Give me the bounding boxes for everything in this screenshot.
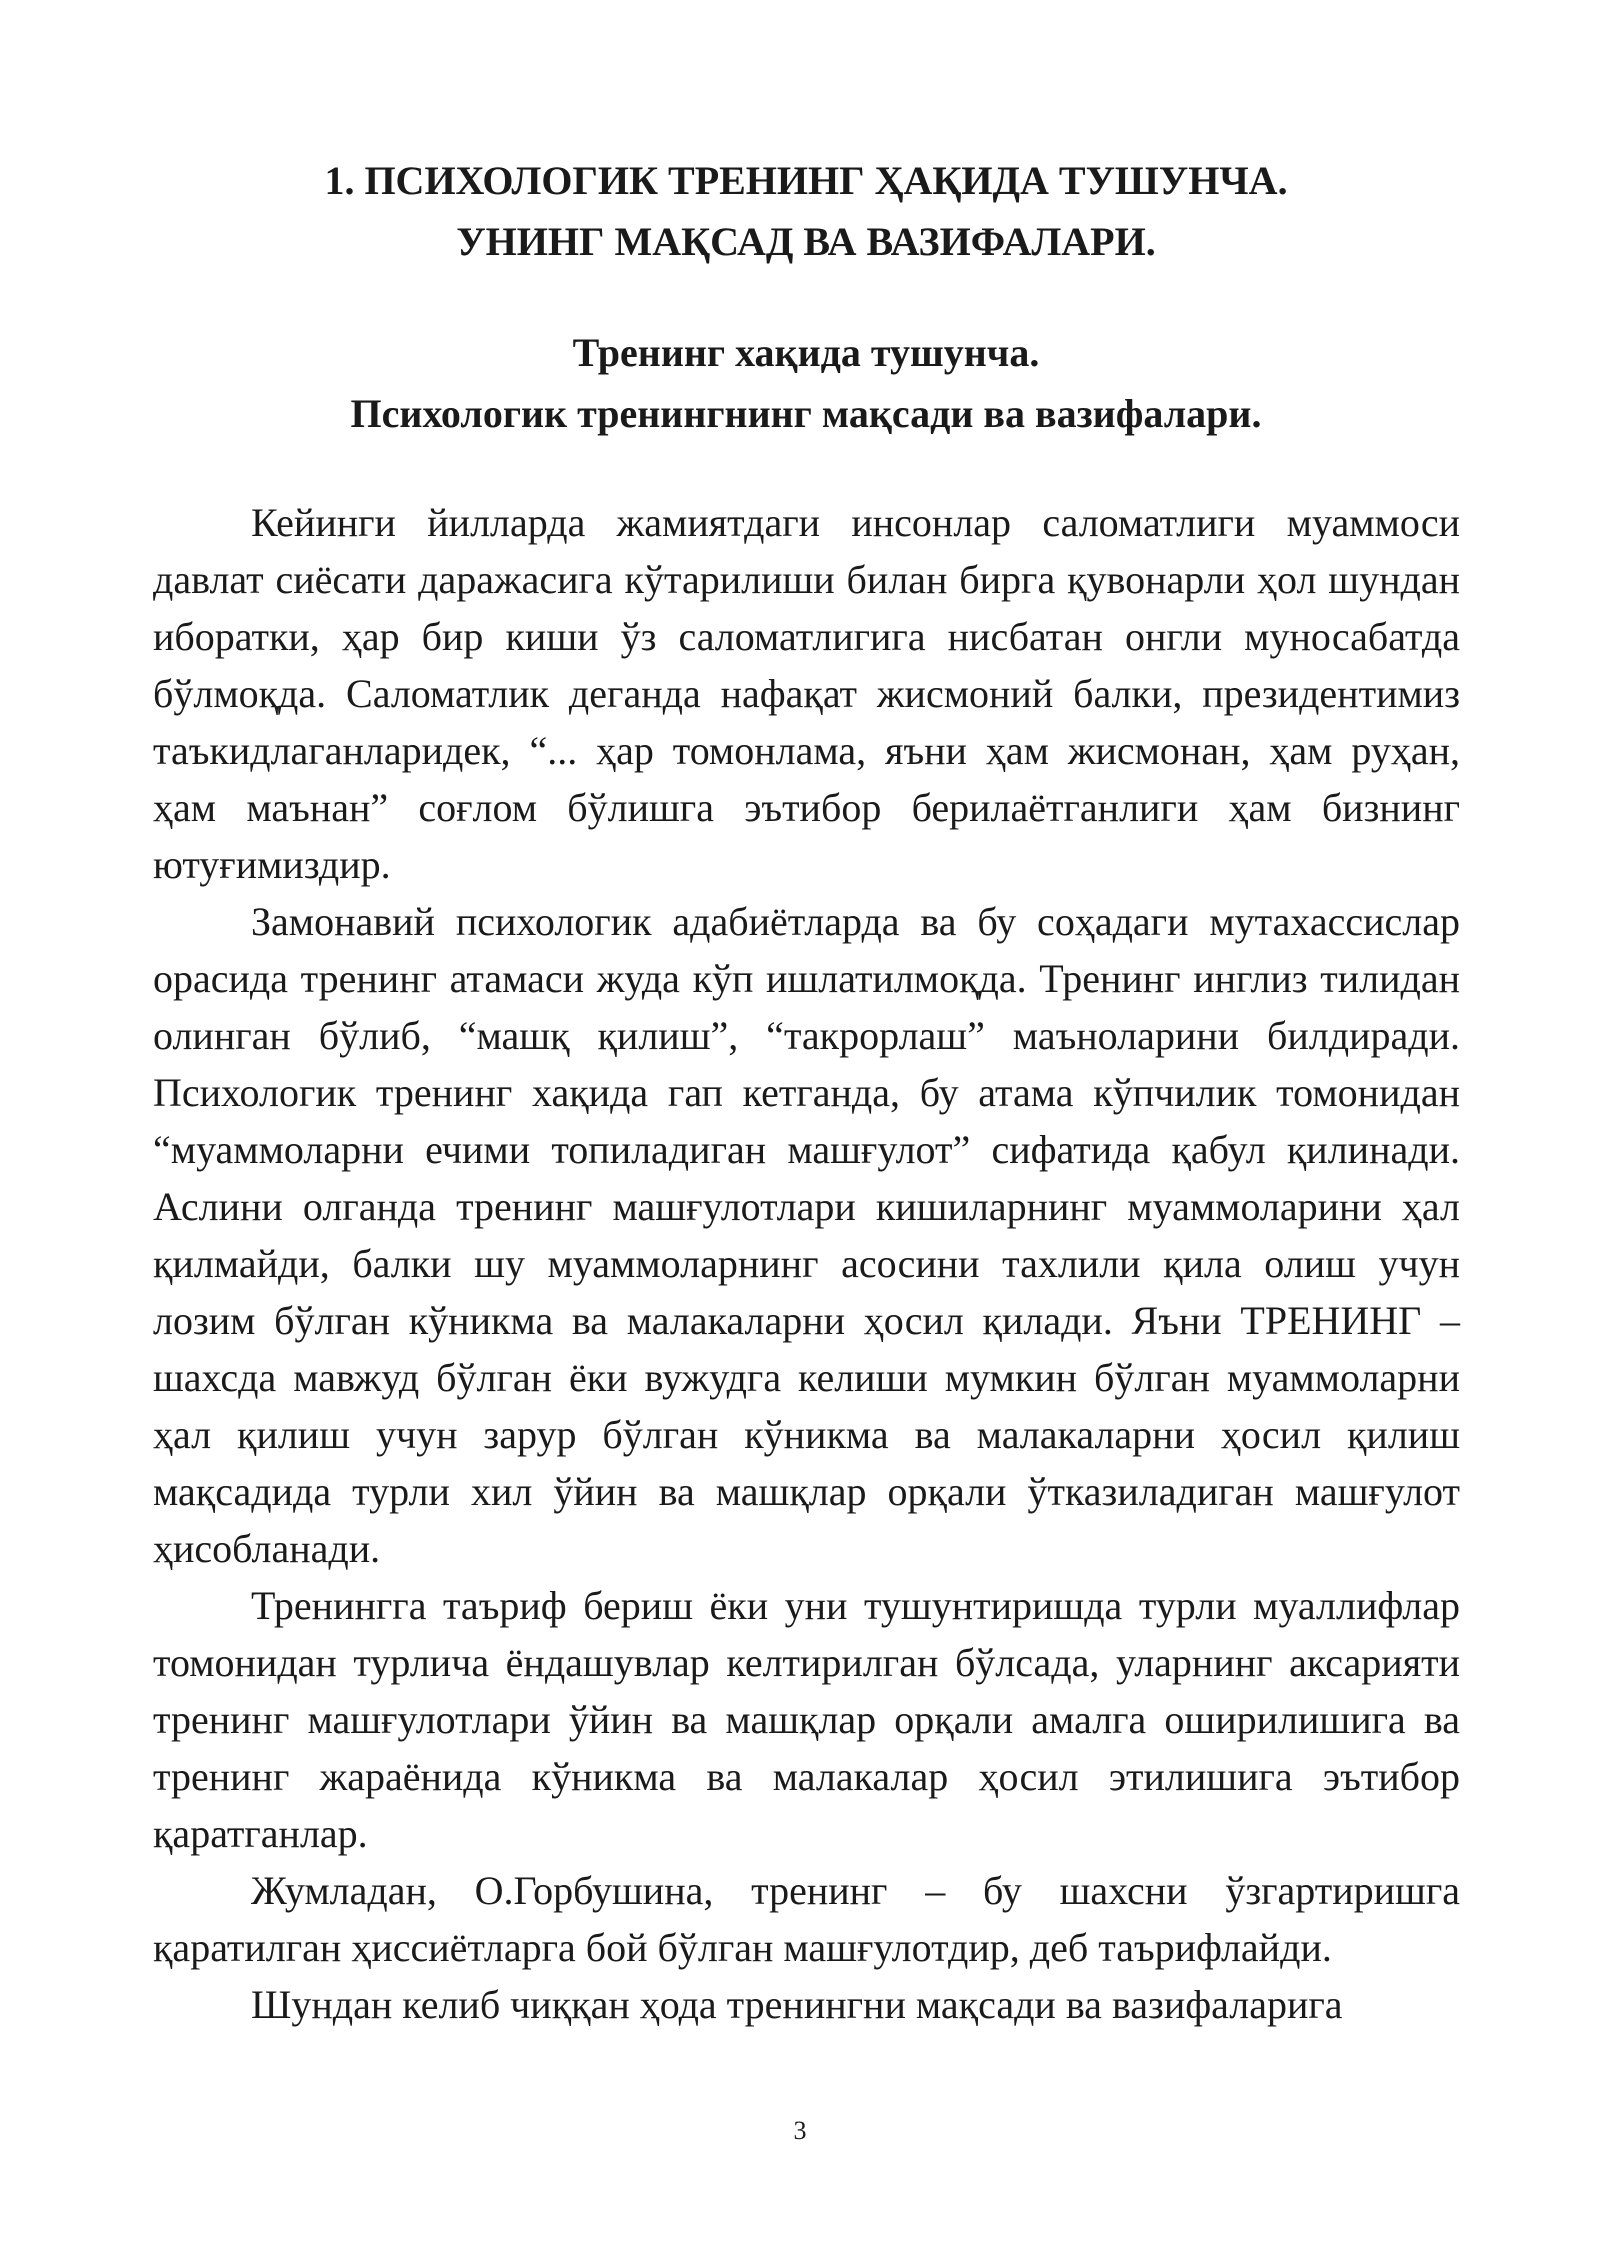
body-text: [153, 494, 1460, 2033]
paragraph-5: Шундан келиб чиққан ҳода тренингни мақсади ва вазифаларига: [251, 1982, 1343, 2027]
section-title: [152, 322, 1460, 444]
paragraph-2: Замонавий психологик адабиётларда ва бу соҳадаги мутахассислар орасида тренинг атамаси жуда кўп ишлатилмоқда. Тренинг инглиз тилидан олинган бўлиб, “машқ қилиш”, “такрорлаш” маъноларини билдиради. Психологик тренинг хақида гап кетганда, бу атама кўпчилик томонидан “муаммоларни ечими топиладиган машғулот” сифатида қабул қилинади. Аслини олганда тренинг машғулотлари кишиларнинг муаммоларини ҳал қилмайди, балки шу муаммоларнинг асосини тахлили қила олиш учун лозим бўлган кўникма ва малакаларни ҳосил қилади. Яъни ТРЕНИНГ – шахсда мавжуд бўлган ёки вужудга келиши мумкин бўлган муаммоларни ҳал қилиш учун зарур бўлган кўникма ва малакаларни ҳосил қилиш мақсадида турли хил ўйин ва машқлар орқали ўтказиладиган машғулот ҳисобланади.: [153, 899, 1460, 1571]
page-number: 3: [793, 2116, 807, 2145]
chapter-title-line-2: УНИНГ МАҚСАД ВА ВАЗИФАЛАРИ.: [456, 219, 1156, 264]
chapter-title: [152, 150, 1460, 272]
chapter-title-line-1: 1. ПСИХОЛОГИК ТРЕНИНГ ҲАҚИДА ТУШУНЧА.: [324, 158, 1288, 203]
paragraph-3: Тренингга таъриф бериш ёки уни тушунтиришда турли муаллифлар томонидан турлича ёндашувлар келтирилган бўлсада, уларнинг аксарияти тренинг машғулотлари ўйин ва машқлар орқали амалга оширилишига ва тренинг жараёнида кўникма ва малакалар ҳосил этилишига эътибор қаратганлар.: [153, 1583, 1460, 1856]
section-title-line-1: Тренинг хақида тушунча.: [572, 330, 1040, 375]
paragraph-4: Жумладан, О.Горбушина, тренинг – бу шахсни ўзгартиришга қаратилган ҳиссиётларга бой бўлган машғулотдир, деб таърифлайди.: [153, 1868, 1460, 1970]
section-title-line-2: Психологик тренингнинг мақсади ва вазифалари.: [350, 391, 1262, 436]
paragraph-1: Кейинги йилларда жамиятдаги инсонлар саломатлиги муаммоси давлат сиёсати даражасига кўтарилиши билан бирга қувонарли ҳол шундан иборатки, ҳар бир киши ўз саломатлигига нисбатан онгли муносабатда бўлмоқда. Саломатлик деганда нафақат жисмоний балки, президентимиз таъкидлаганларидек, “... ҳар томонлама, яъни ҳам жисмонан, ҳам руҳан, ҳам маънан” соғлом бўлишга эътибор берилаётганлиги ҳам бизнинг ютуғимиздир.: [153, 500, 1460, 887]
